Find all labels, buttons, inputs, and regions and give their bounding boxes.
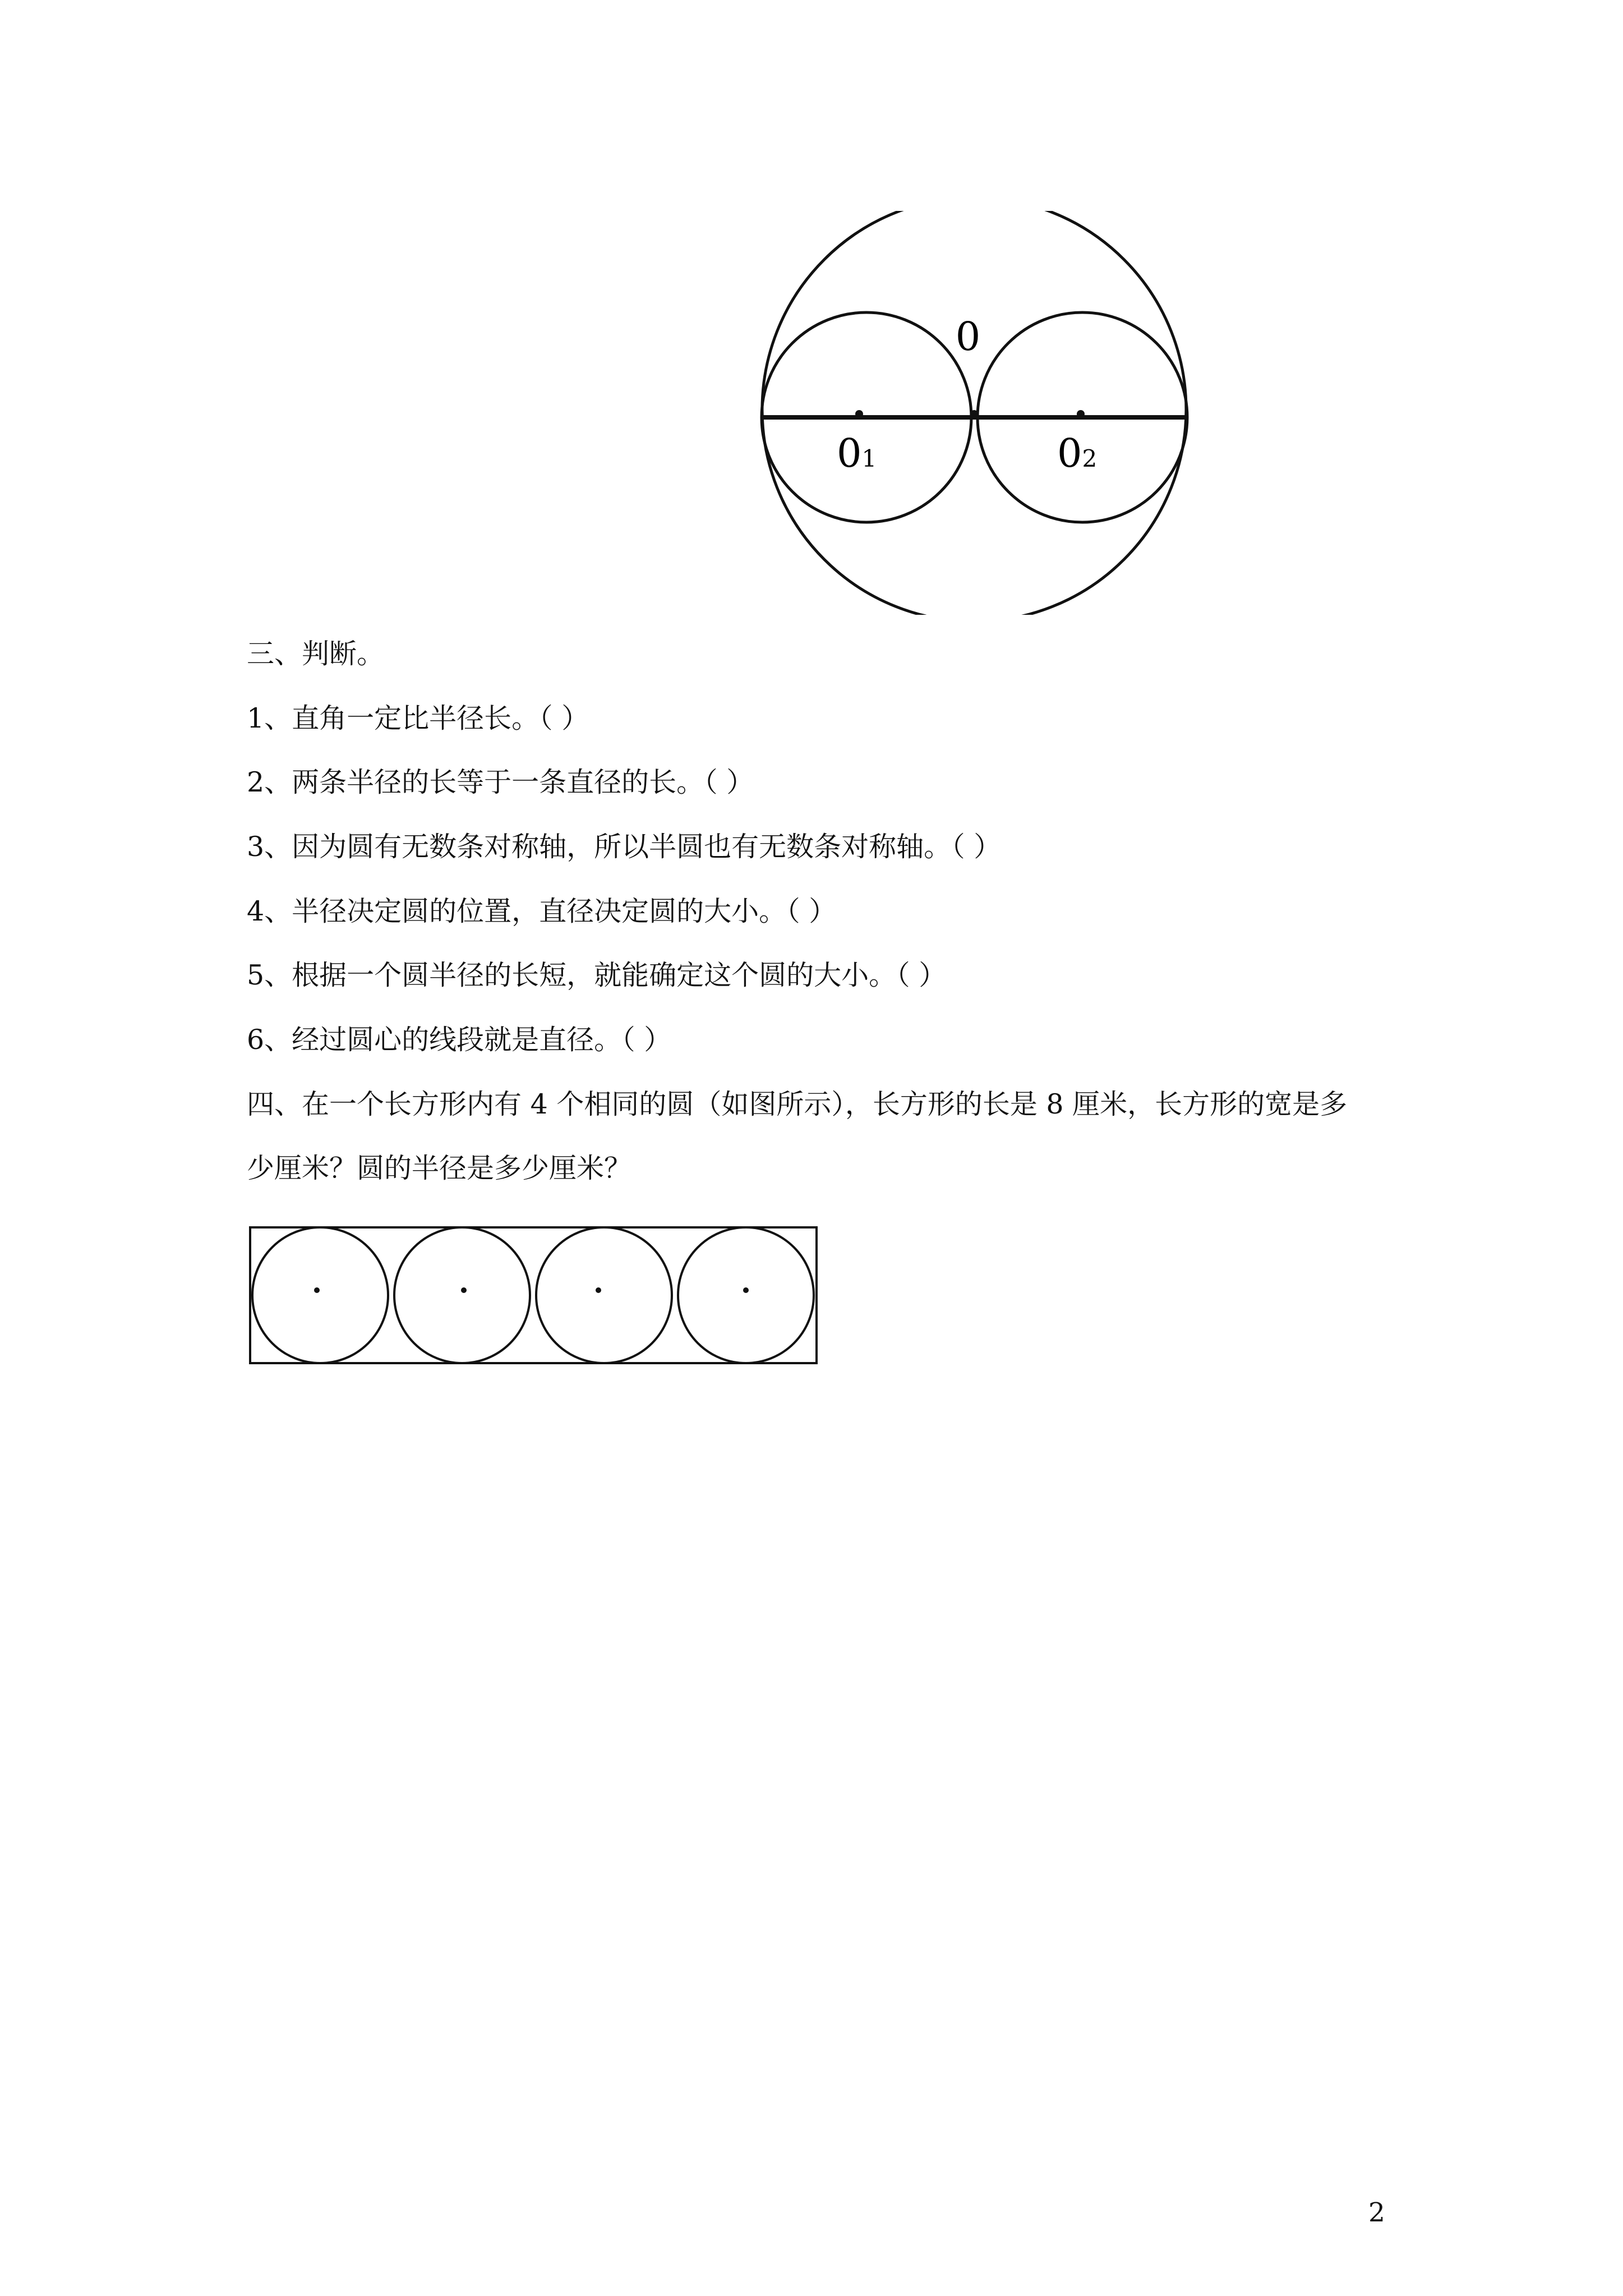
section-4-question-line-2: 少厘米？圆的半径是多少厘米？ [247, 1152, 632, 1184]
section-4-question-line-1: 四、在一个长方形内有 4 个相同的圆（如图所示），长方形的长是 8 厘米，长方形的宽是多 [247, 1088, 1348, 1120]
circle-2-center [461, 1287, 467, 1293]
circle-4 [678, 1227, 814, 1363]
label-o2: 02 [1057, 430, 1098, 476]
label-center-o: 0 [955, 314, 981, 360]
page-number: 2 [1368, 2197, 1385, 2228]
center-point-o2 [1077, 410, 1085, 418]
circle-3 [536, 1227, 672, 1363]
circle-4-center [743, 1287, 749, 1293]
judgment-item-3: 3、因为圆有无数条对称轴，所以半圆也有无数条对称轴。（ ） [247, 831, 1002, 863]
circles-figure [758, 211, 1190, 615]
judgment-item-1: 1、直角一定比半径长。（ ） [247, 702, 589, 734]
circle-3-center [596, 1287, 601, 1293]
rectangle [250, 1227, 817, 1363]
circle-1 [252, 1227, 388, 1363]
center-point-o [970, 410, 978, 418]
section-3-heading: 三、判断。 [247, 638, 385, 670]
label-o1: 01 [837, 430, 877, 476]
judgment-item-2: 2、两条半径的长等于一条直径的长。（ ） [247, 766, 754, 798]
rectangle-circles-figure [247, 1223, 824, 1369]
center-point-o1 [855, 410, 863, 418]
judgment-item-6: 6、经过圆心的线段就是直径。（ ） [247, 1024, 672, 1056]
judgment-item-4: 4、半径决定圆的位置，直径决定圆的大小。（ ） [247, 895, 837, 927]
circle-1-center [314, 1287, 320, 1293]
circle-2 [394, 1227, 530, 1363]
judgment-item-5: 5、根据一个圆半径的长短，就能确定这个圆的大小。（ ） [247, 959, 947, 991]
